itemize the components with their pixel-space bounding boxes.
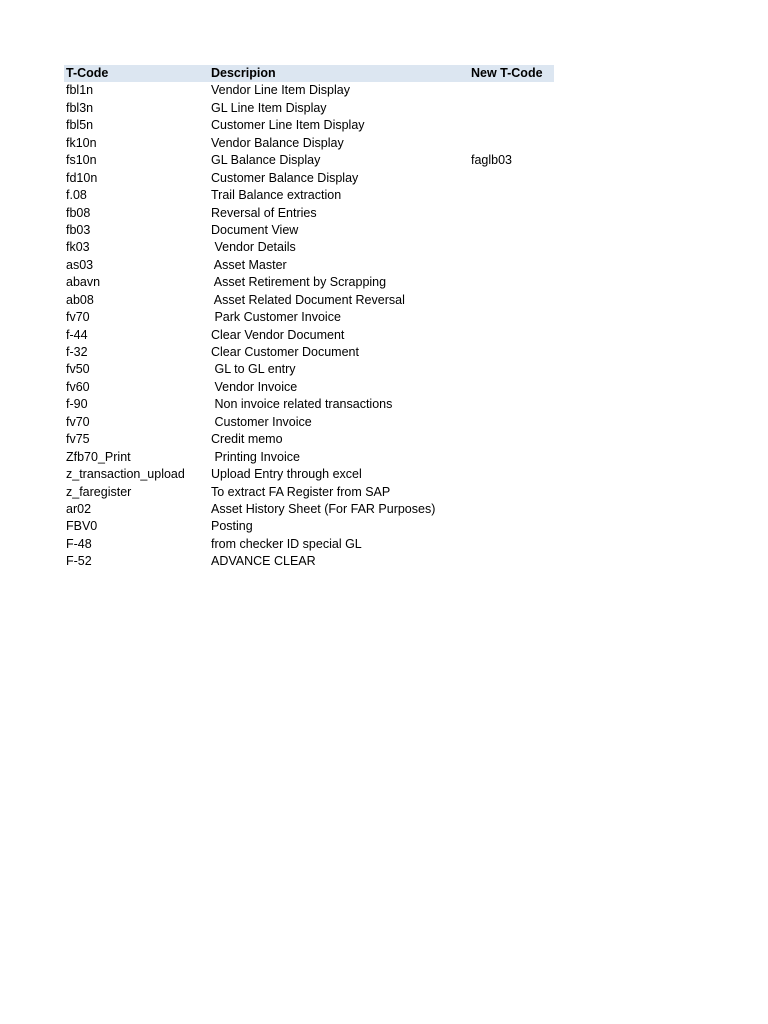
- new-tcode-cell: [469, 431, 554, 448]
- new-tcode-cell: [469, 100, 554, 117]
- description-cell: Customer Balance Display: [211, 170, 359, 185]
- description-cell: Vendor Invoice: [211, 379, 298, 394]
- tcode-cell: ar02: [66, 501, 92, 516]
- tcode-cell: z_transaction_upload: [66, 467, 185, 482]
- tcode-cell: fbl3n: [66, 100, 94, 115]
- new-tcode-cell: [469, 361, 554, 378]
- table-row: [64, 379, 554, 396]
- table-row: [64, 501, 554, 518]
- new-tcode-cell: [469, 170, 554, 187]
- tcode-cell: fd10n: [66, 170, 98, 185]
- description-cell: GL Balance Display: [211, 153, 321, 168]
- table-row: [64, 117, 554, 134]
- table-row: [64, 292, 554, 309]
- new-tcode-cell: [469, 135, 554, 152]
- tcode-cell: Zfb70_Print: [66, 449, 131, 464]
- tcode-cell: fk03: [66, 240, 90, 255]
- tcode-cell: fb08: [66, 205, 91, 220]
- new-tcode-cell: [469, 484, 554, 501]
- table-row: [64, 431, 554, 448]
- tcode-cell: fb03: [66, 222, 91, 237]
- table-row: [64, 344, 554, 361]
- table-row: [64, 536, 554, 553]
- new-tcode-cell: [469, 414, 554, 431]
- table-header-row: [64, 65, 554, 82]
- new-tcode-cell: [469, 449, 554, 466]
- tcode-cell: as03: [66, 257, 94, 272]
- table-row: [64, 274, 554, 291]
- new-tcode-cell: [469, 117, 554, 134]
- new-tcode-cell: [469, 274, 554, 291]
- description-cell: Customer Line Item Display: [211, 118, 365, 133]
- new-tcode-cell: [469, 553, 554, 570]
- tcode-cell: fv70: [66, 310, 90, 325]
- new-tcode-cell: [469, 327, 554, 344]
- new-tcode-cell: [469, 518, 554, 535]
- new-tcode-cell: [469, 396, 554, 413]
- tcode-cell: fv50: [66, 362, 90, 377]
- tcode-cell: fbl5n: [66, 118, 94, 133]
- tcode-cell: fs10n: [66, 153, 97, 168]
- description-cell: Park Customer Invoice: [211, 310, 341, 325]
- table-row: [64, 484, 554, 501]
- tcode-cell: ab08: [66, 292, 94, 307]
- new-tcode-cell: [469, 466, 554, 483]
- new-tcode-cell: [469, 292, 554, 309]
- table-row: [64, 187, 554, 204]
- table-row: [64, 414, 554, 431]
- table-row: [64, 396, 554, 413]
- tcode-cell: fv60: [66, 379, 90, 394]
- table-row: [64, 152, 554, 169]
- description-cell: Asset Related Document Reversal: [211, 292, 405, 307]
- description-cell: Printing Invoice: [211, 449, 300, 464]
- table-row: [64, 518, 554, 535]
- new-tcode-cell: [469, 536, 554, 553]
- description-cell: Clear Vendor Document: [211, 327, 345, 342]
- table-row: [64, 82, 554, 99]
- description-cell: GL Line Item Display: [211, 100, 327, 115]
- tcode-table: [64, 65, 554, 571]
- table-row: [64, 222, 554, 239]
- description-cell: Asset Retirement by Scrapping: [211, 275, 387, 290]
- description-cell: ADVANCE CLEAR: [211, 554, 316, 569]
- description-cell: from checker ID special GL: [211, 536, 362, 551]
- header-description: Descripion: [211, 66, 276, 80]
- table-row: [64, 327, 554, 344]
- description-cell: Vendor Details: [211, 240, 296, 255]
- description-cell: Vendor Balance Display: [211, 135, 344, 150]
- header-new-tcode: New T-Code: [471, 66, 543, 80]
- description-cell: Document View: [211, 222, 299, 237]
- new-tcode-cell: [469, 379, 554, 396]
- tcode-cell: f-44: [66, 327, 88, 342]
- tcode-cell: fv70: [66, 414, 90, 429]
- table-row: [64, 449, 554, 466]
- tcode-cell: z_faregister: [66, 484, 132, 499]
- table-row: [64, 553, 554, 570]
- new-tcode-cell: [469, 222, 554, 239]
- table-row: [64, 466, 554, 483]
- table-row: [64, 257, 554, 274]
- tcode-cell: f.08: [66, 188, 87, 203]
- new-tcode-cell: [469, 205, 554, 222]
- table-row: [64, 135, 554, 152]
- tcode-cell: fbl1n: [66, 83, 94, 98]
- tcode-cell: F-52: [66, 554, 92, 569]
- tcode-cell: f-90: [66, 397, 88, 412]
- new-tcode-cell: faglb03: [471, 153, 513, 168]
- description-cell: Upload Entry through excel: [211, 467, 362, 482]
- description-cell: GL to GL entry: [211, 362, 296, 377]
- new-tcode-cell: [469, 309, 554, 326]
- description-cell: Customer Invoice: [211, 414, 312, 429]
- table-row: [64, 170, 554, 187]
- description-cell: Asset Master: [211, 257, 287, 272]
- new-tcode-cell: [469, 257, 554, 274]
- new-tcode-cell: [469, 82, 554, 99]
- new-tcode-cell: [469, 239, 554, 256]
- tcode-cell: f-32: [66, 345, 88, 359]
- tcode-cell: fk10n: [66, 135, 97, 150]
- description-cell: Clear Customer Document: [211, 345, 359, 359]
- description-cell: Credit memo: [211, 432, 283, 447]
- description-cell: Asset History Sheet (For FAR Purposes): [211, 501, 436, 516]
- description-cell: Reversal of Entries: [211, 205, 317, 220]
- table-row: [64, 100, 554, 117]
- new-tcode-cell: [469, 344, 554, 361]
- description-cell: Posting: [211, 519, 253, 534]
- description-cell: Trail Balance extraction: [211, 188, 342, 203]
- tcode-cell: FBV0: [66, 519, 98, 534]
- description-cell: Non invoice related transactions: [211, 397, 393, 412]
- description-cell: To extract FA Register from SAP: [211, 484, 391, 499]
- tcode-cell: fv75: [66, 432, 90, 447]
- table-body: [64, 82, 554, 570]
- description-cell: Vendor Line Item Display: [211, 83, 350, 98]
- table-row: [64, 205, 554, 222]
- tcode-cell: F-48: [66, 536, 92, 551]
- new-tcode-cell: [469, 187, 554, 204]
- header-tcode: T-Code: [66, 66, 109, 80]
- table-row: [64, 361, 554, 378]
- table-row: [64, 239, 554, 256]
- table-row: [64, 309, 554, 326]
- new-tcode-cell: [469, 501, 554, 518]
- tcode-cell: abavn: [66, 275, 101, 290]
